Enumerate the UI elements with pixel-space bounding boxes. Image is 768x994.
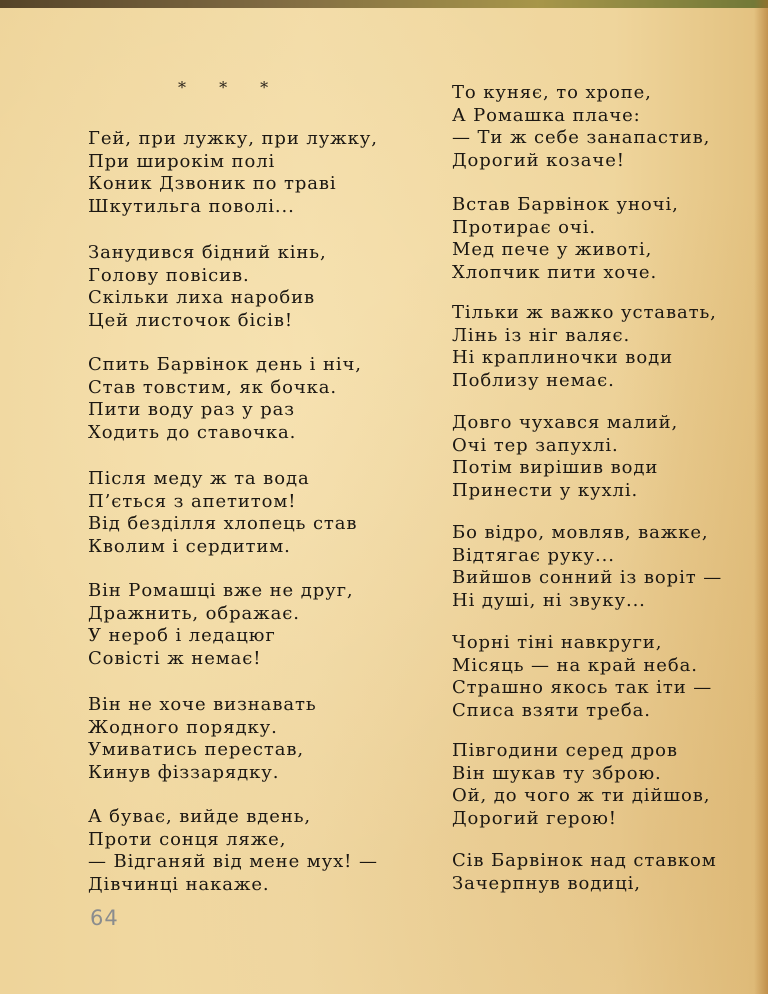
verse-line: Гей, при лужку, при лужку, — [88, 128, 378, 149]
verse-line: Півгодини серед дров — [452, 740, 678, 761]
verse-line: Ой, до чого ж ти дійшов, — [452, 785, 711, 806]
verse-line: Він Ромашці вже не друг, — [88, 580, 354, 601]
stanza — [452, 850, 717, 895]
page-number: 64 — [90, 906, 119, 930]
verse-line: Протирає очі. — [452, 216, 596, 238]
verse-line: Жодного порядку. — [88, 716, 278, 738]
verse-line: Дорогий герою! — [452, 807, 617, 829]
verse-line: А буває, вийде вдень, — [88, 806, 312, 827]
page-right-edge-shadow — [754, 0, 768, 994]
stanza — [452, 522, 722, 612]
stanza — [452, 412, 678, 502]
stanza — [452, 632, 712, 722]
verse-line: Дражнить, ображає. — [88, 602, 300, 624]
verse-line: Бо відро, мовляв, важке, — [452, 522, 709, 543]
verse-line: Очі тер запухлі. — [452, 434, 619, 456]
verse-line: Встав Барвінок уночі, — [452, 194, 679, 215]
stanza — [88, 468, 357, 558]
verse-line: Хлопчик пити хоче. — [452, 261, 658, 283]
verse-line: Совісті ж немає! — [88, 647, 262, 669]
verse-line: — Ти ж себе занапастив, — [452, 127, 711, 148]
verse-line: А Ромашка плаче: — [452, 104, 641, 126]
stanza — [88, 806, 378, 896]
verse-line: — Відганяй від мене мух! — — [88, 851, 378, 872]
verse-line: Дорогий козаче! — [452, 149, 625, 171]
verse-line: Сів Барвінок над ставком — [452, 850, 717, 871]
verse-line: Потім вирішив води — [452, 457, 659, 478]
verse-line: Чорні тіні навкруги, — [452, 632, 663, 653]
verse-line: Він шукав ту зброю. — [452, 762, 662, 784]
verse-line: Ні душі, ні звуку... — [452, 589, 646, 611]
verse-line: Відтягає руку... — [452, 544, 615, 566]
stanza — [452, 82, 710, 172]
stanza — [452, 194, 679, 284]
verse-line: Цей листочок бісів! — [88, 309, 293, 331]
verse-line: Занудився бідний кінь, — [88, 242, 327, 263]
verse-line: То куняє, то хропе, — [452, 82, 652, 103]
verse-line: Принести у кухлі. — [452, 479, 639, 501]
stanza — [452, 740, 710, 830]
verse-line: У нероб і ледацюг — [88, 625, 276, 646]
verse-line: Пити воду раз у раз — [88, 399, 296, 420]
verse-line: Ходить до ставочка. — [88, 421, 297, 443]
verse-line: Скільки лиха наробив — [88, 287, 316, 308]
verse-line: Спить Барвінок день і ніч, — [88, 354, 362, 375]
verse-line: Вийшов сонний із воріт — — [452, 567, 723, 588]
verse-line: Він не хоче визнавать — [88, 694, 317, 715]
verse-line: Довго чухався малий, — [452, 412, 679, 433]
verse-line: Проти сонця ляже, — [88, 828, 287, 850]
verse-line: Кволим і сердитим. — [88, 535, 291, 557]
stanza — [88, 242, 327, 332]
verse-line: Мед пече у животі, — [452, 239, 653, 260]
section-ornament: * * * — [178, 78, 283, 97]
verse-line: Зачерпнув водиці, — [452, 872, 641, 894]
verse-line: Поблизу немає. — [452, 369, 615, 391]
verse-line: Дівчинці накаже. — [88, 873, 270, 895]
verse-line: Ні краплиночки води — [452, 347, 673, 368]
verse-line: Став товстим, як бочка. — [88, 376, 338, 398]
stanza — [452, 302, 717, 392]
verse-line: П’ється з апетитом! — [88, 490, 297, 512]
stanza — [88, 354, 362, 444]
verse-line: Тільки ж важко уставать, — [452, 302, 717, 323]
stanza — [88, 128, 378, 218]
verse-line: Умиватись перестав, — [88, 739, 304, 760]
verse-line: Місяць — на край неба. — [452, 654, 698, 676]
verse-line: Після меду ж та вода — [88, 468, 310, 489]
verse-line: Голову повісив. — [88, 264, 250, 286]
stanza — [88, 580, 354, 670]
page-top-edge — [0, 0, 768, 8]
verse-line: Списа взяти треба. — [452, 699, 651, 721]
verse-line: Коник Дзвоник по траві — [88, 173, 337, 194]
verse-line: Страшно якось так іти — — [452, 677, 713, 698]
verse-line: Шкутильга поволі... — [88, 195, 295, 217]
verse-line: Кинув фіззарядку. — [88, 761, 280, 783]
verse-line: Лінь із ніг валяє. — [452, 324, 631, 346]
verse-line: Від безділля хлопець став — [88, 513, 358, 534]
stanza — [88, 694, 317, 784]
verse-line: При широкім полі — [88, 150, 276, 172]
